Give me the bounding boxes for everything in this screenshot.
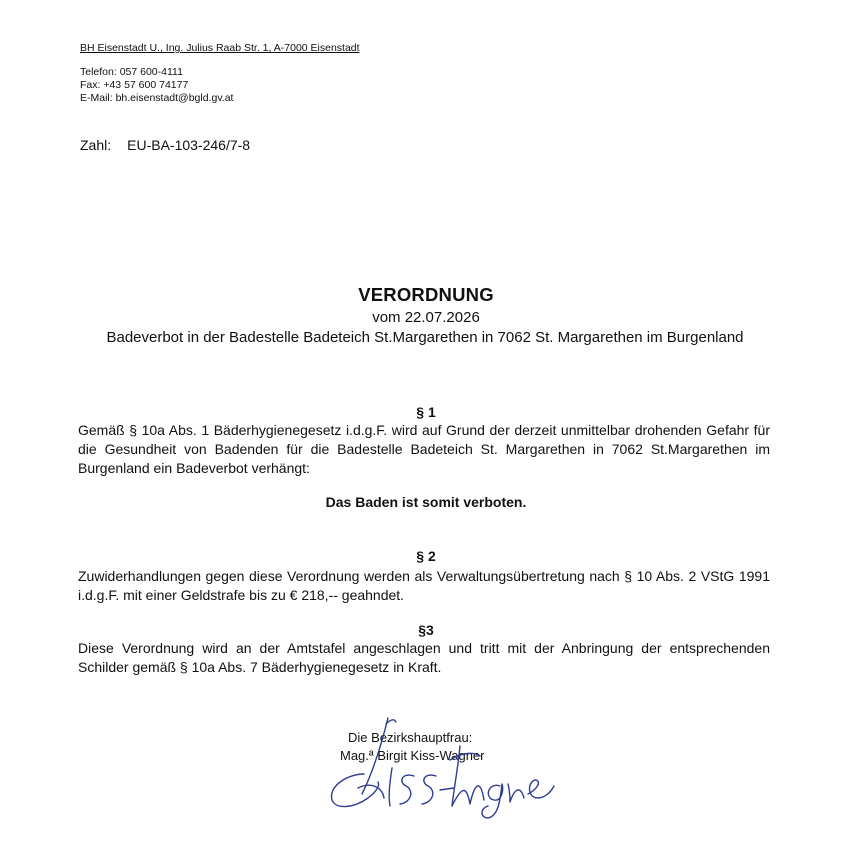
signature-name: Mag.ª Birgit Kiss-Wagner (340, 748, 485, 763)
section-2-heading: § 2 (416, 548, 436, 564)
signature-role: Die Bezirkshauptfrau: (348, 730, 473, 745)
section-1-heading: § 1 (416, 404, 436, 420)
phone-line: Telefon: 057 600-4111 (80, 66, 183, 78)
document-title: VERORDNUNG (358, 284, 494, 305)
section-1-emphasis: Das Baden ist somit verboten. (325, 494, 527, 510)
contact-block (80, 66, 233, 105)
reference-label: Zahl: (80, 137, 112, 153)
document-date: vom 22.07.2026 (372, 309, 480, 326)
document-subject: Badeverbot in der Badestelle Badeteich St.Margarethen in 7062 St. Margarethen im Burgenland (106, 329, 744, 346)
section-1-text: Gemäß § 10a Abs. 1 Bäderhygienegesetz i.d.g.F. wird auf Grund der derzeit unmittelbar drohenden Gefahr für die Gesundheit von Badenden für die Badestelle Badeteich St. Margarethen in 7062 St.Margarethen im Burgenland ein Badeverbot verhängt: (78, 422, 770, 476)
section-2-text: Zuwiderhandlungen gegen diese Verordnung werden als Verwaltungsübertretung nach § 10 Abs. 2 VStG 1991 i.d.g.F. mit einer Geldstrafe bis zu € 218,-- geahndet. (78, 568, 770, 603)
sender-address-line: BH Eisenstadt U., Ing. Julius Raab Str. 1, A-7000 Eisenstadt (80, 42, 360, 54)
section-3-text: Diese Verordnung wird an der Amtstafel angeschlagen und tritt mit der Anbringung der entsprechenden Schilder gemäß § 10a Abs. 7 Bäderhygienegesetz in Kraft. (78, 640, 770, 675)
fax-line: Fax: +43 57 600 74177 (80, 79, 189, 91)
section-3-heading: §3 (418, 622, 434, 638)
reference-number (80, 137, 250, 153)
email-line: E-Mail: bh.eisenstadt@bgld.gv.at (80, 92, 234, 104)
handwritten-signature (318, 712, 558, 822)
reference-value: EU-BA-103-246/7-8 (127, 137, 251, 153)
